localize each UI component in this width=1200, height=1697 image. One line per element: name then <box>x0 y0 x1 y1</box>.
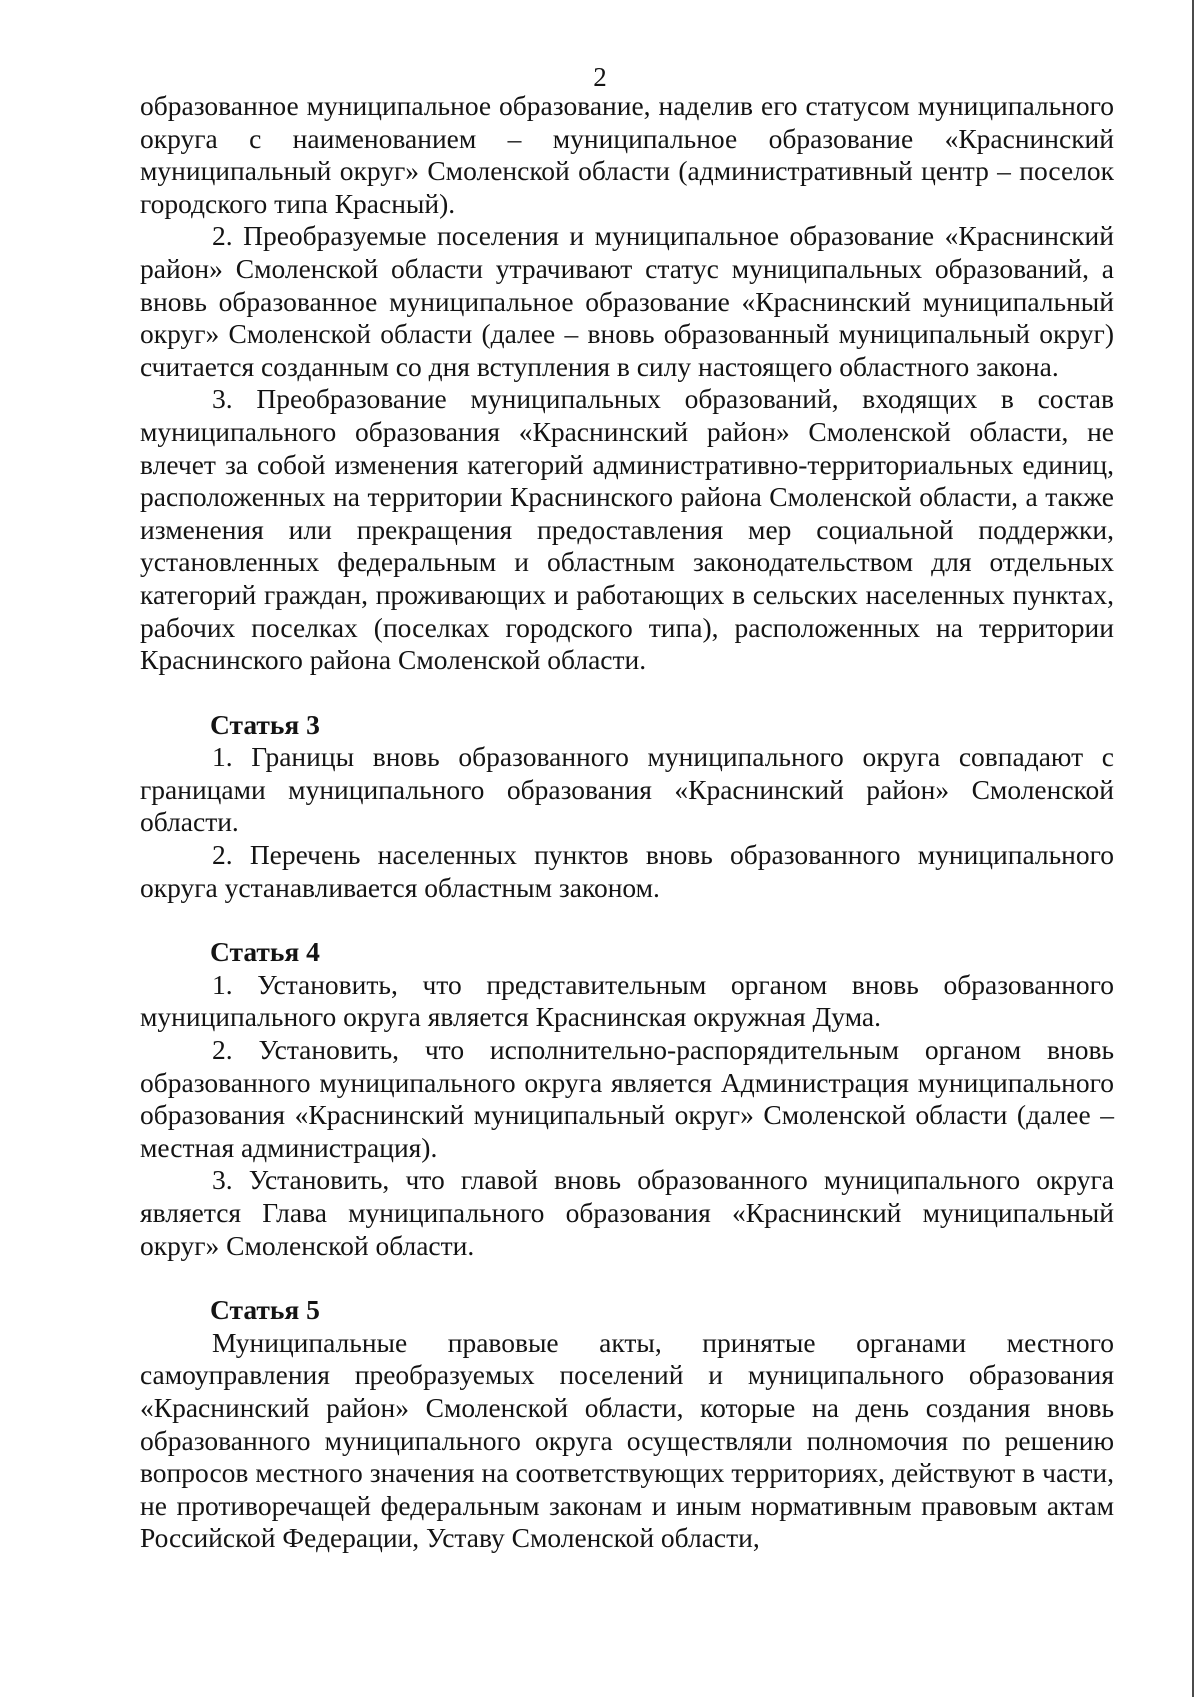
page-number: 2 <box>593 62 607 92</box>
paragraph-continuation: образованное муниципальное образование, наделив его статусом муниципального округа с наименованием – муниципальное образование «Краснинский муниципальный округ» Смоленской области (административный центр – поселок городского типа Красный). <box>140 90 1114 219</box>
article-4-heading: Статья 4 <box>210 936 320 968</box>
spacer <box>140 677 1114 709</box>
paragraph: Муниципальные правовые акты, принятые органами местного самоуправления преобразуемых поселений и муниципального образования «Краснинский район» Смоленской области, которые на день создания вновь образованного муниципального округа осуществляли полномочия по решению вопросов местного значения на соответствующих территориях, действуют в части, не противоречащей федеральным законам и иным нормативным правовым актам Российской Федерации, Уставу Смоленской области, <box>140 1326 1114 1554</box>
paragraph: 1. Установить, что представительным органом вновь образованного муниципального округа является Краснинская окружная Дума. <box>140 968 1114 1033</box>
document-body <box>140 90 1114 1555</box>
page-edge-line <box>1192 0 1194 1697</box>
article-5-heading: Статья 5 <box>210 1294 320 1326</box>
spacer <box>140 904 1114 936</box>
paragraph: 2. Установить, что исполнительно-распорядительным органом вновь образованного муниципального округа является Администрация муниципального образования «Краснинский муниципальный округ» Смоленской области (далее – местная администрация). <box>140 1034 1114 1163</box>
paragraph: 1. Границы вновь образованного муниципального округа совпадают с границами муниципального образования «Краснинский район» Смоленской области. <box>140 741 1114 838</box>
paragraph: 3. Установить, что главой вновь образованного муниципального округа является Глава муниципального образования «Краснинский муниципальный округ» Смоленской области. <box>140 1164 1114 1261</box>
paragraph: 2. Преобразуемые поселения и муниципальное образование «Краснинский район» Смоленской области утрачивают статус муниципальных образований, а вновь образованное муниципальное образование «Краснинский муниципальный округ» Смоленской области (далее – вновь образованный муниципальный округ) считается созданным со дня вступления в силу настоящего областного закона. <box>140 220 1114 382</box>
paragraph: 2. Перечень населенных пунктов вновь образованного муниципального округа устанавливается областным законом. <box>140 839 1114 903</box>
spacer <box>140 1262 1114 1294</box>
article-3-heading: Статья 3 <box>210 708 320 740</box>
paragraph: 3. Преобразование муниципальных образований, входящих в состав муниципального образования «Краснинский район» Смоленской области, не влечет за собой изменения категорий административно-территориальных единиц, расположенных на территории Краснинского района Смоленской области, а также изменения или прекращения предоставления мер социальной поддержки, установленных федеральным и областным законодательством для отдельных категорий граждан, проживающих и работающих в сельских населенных пунктах, рабочих поселках (поселках городского типа), расположенных на территории Краснинского района Смоленской области. <box>140 383 1114 676</box>
